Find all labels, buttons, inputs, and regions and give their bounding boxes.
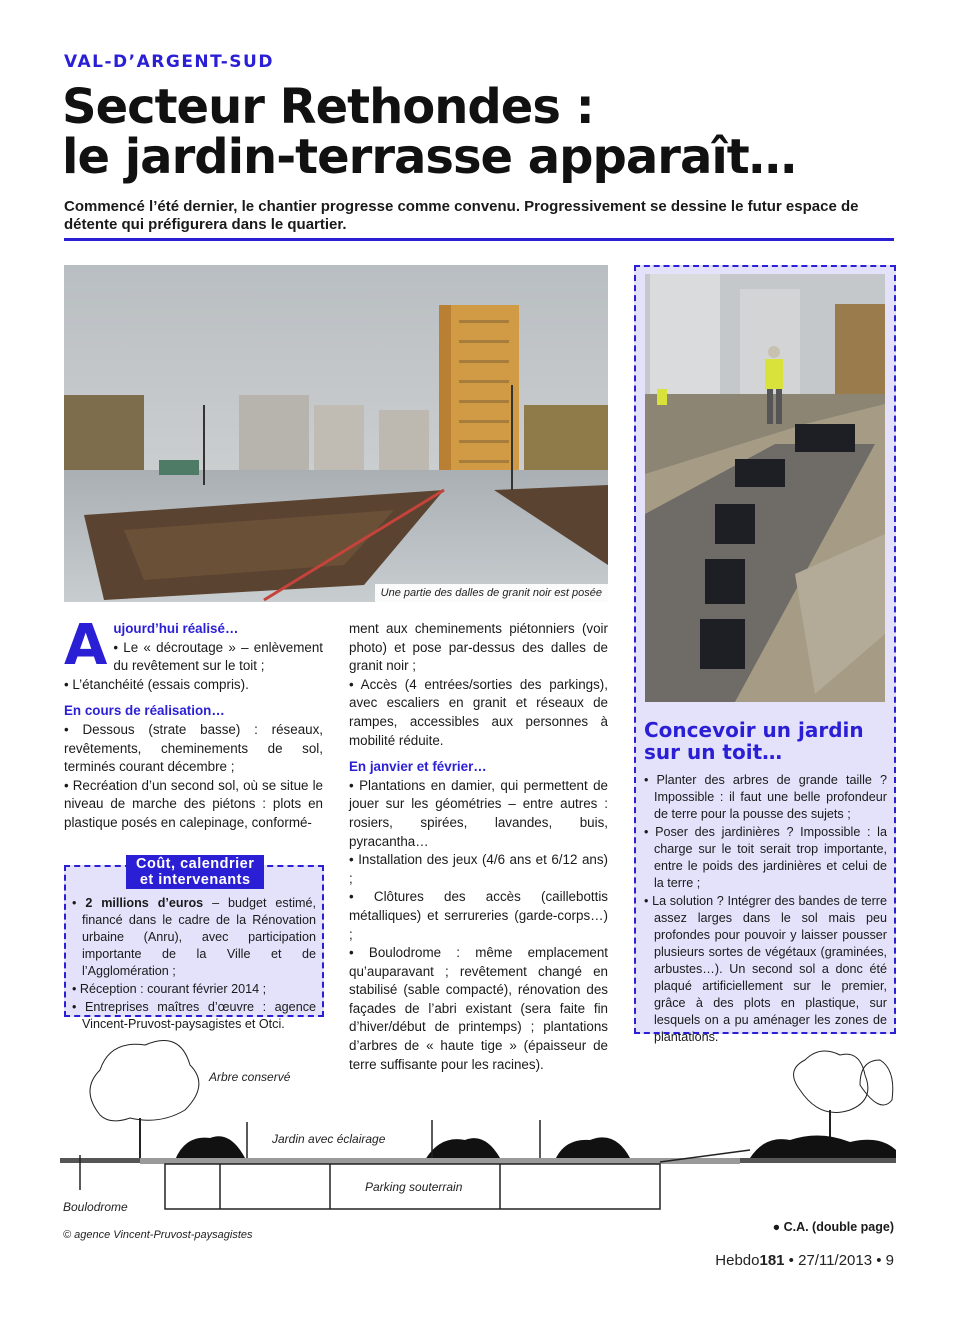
budget-details: – budget estimé, financé dans le cadre de la Rénovation urbaine (Anru), avec participation importante de la Ville et de l’Agglomération ; (82, 896, 316, 978)
paragraph-boulodrome: • Boulodrome : même emplacement qu’auparavant ; revêtement changé en stabilisé (sable compacté), rénovation des façades de l’abri existant (sera faite fin d’hiver/début de printemps) ; plantations d’arbres de « haute tige » (épaisseur de terre suffisante pour les racines). (349, 945, 608, 1072)
page-footer (715, 1252, 894, 1269)
paragraph-clotures: • Clôtures des accès (caillebottis métalliques) et serrureries (garde-corps…) ; (349, 889, 608, 942)
sidebar-item-solution: • La solution ? Intégrer des bandes de terre assez larges dans le sol mais peu profondes pour pouvoir y laisser pousser plusieurs sortes de végétaux (graminées, arbustes…). Un second sol a donc été plaqué artificiellement sur le premier, grâce à des plots en plastique, sur lesquels on a pu aménager les zones de plantations. (644, 894, 887, 1044)
section-kicker: VAL-D’ARGENT-SUD (64, 52, 274, 72)
paragraph-etancheite: • L’étanchéité (essais compris). (64, 676, 249, 692)
cost-box-text (72, 895, 316, 1034)
intro-paragraph (64, 613, 323, 678)
paragraph-acces: • Accès (4 entrées/sorties des parkings), avec escaliers en granit et réseaux de rampes, accessibles aux personnes à mobilité réduite. (349, 676, 608, 748)
label-boulodrome: Boulodrome (63, 1200, 128, 1214)
label-parking: Parking souterrain (365, 1180, 463, 1194)
cross-section-diagram (60, 1030, 896, 1220)
main-photo-caption: Une partie des dalles de granit noir est posée (375, 584, 608, 602)
budget-amount: 2 millions d’euros (85, 896, 204, 910)
sidebar-text (644, 772, 887, 1047)
sidebar-item-trees: • Planter des arbres de grande taille ? Impossible : il faut une belle profondeur de terre pour la pousse des sujets ; (644, 773, 887, 821)
cost-box-title-line-2: et intervenants (139, 872, 251, 888)
publication-name: Hebdo (715, 1252, 760, 1269)
sidebar-title-line-2: sur un toit… (644, 740, 783, 764)
label-garden-lighting: Jardin avec éclairage (272, 1132, 386, 1146)
paragraph-plantations: • Plantations en damier, qui permettent de jouer sur les géométries – entre autres : rosiers, spirées, lavandes, buis, pyracantha… (349, 777, 608, 849)
header-rule (64, 238, 894, 241)
subheading-january-february: En janvier et février… (349, 759, 487, 775)
headline (62, 79, 902, 185)
cross-section-drawing (60, 1030, 896, 1220)
cost-box-title-line-1: Coût, calendrier (136, 856, 255, 872)
paragraph-cheminements: ment aux cheminements piétonniers (voir photo) et pose par-dessus des dalles de granit noir ; (349, 621, 608, 674)
main-photo (64, 265, 608, 602)
sidebar-photo (645, 274, 885, 702)
cost-box-item-reception: • Réception : courant février 2014 ; (72, 982, 267, 996)
standfirst: Commencé l’été dernier, le chantier progresse comme convenu. Progressivement se dessine le futur espace de détente qui préfigurera dans le quartier. (64, 198, 859, 233)
sidebar-photo-illustration (645, 274, 885, 702)
sidebar-title-line-1: Concevoir un jardin (644, 718, 864, 742)
article-column-2 (349, 620, 608, 1074)
article-column-1 (64, 613, 323, 833)
paragraph-dessous: • Dessous (strate basse) : réseaux, revêtements, cheminements de sol, terminés courant décembre ; (64, 721, 323, 775)
sidebar-title (644, 719, 864, 763)
cost-box-title (126, 855, 264, 889)
diagram-credit: © agence Vincent-Pruvost-paysagistes (63, 1229, 253, 1241)
sidebar-item-planters: • Poser des jardinières ? Impossible : la charge sur le toit serait trop importante, entre le poids des jardinières et celui de la terre ; (644, 825, 887, 890)
drop-cap: A (64, 613, 108, 678)
author-signature: ● C.A. (double page) (772, 1220, 894, 1234)
main-photo-illustration (64, 265, 608, 602)
headline-line-1: Secteur Rethondes : (62, 79, 594, 135)
paragraph-second-sol: • Recréation d’un second sol, où se situe le niveau de marche des piétons : plots en plastique posés en calepinage, conformé- (64, 777, 323, 830)
issue-number: 181 (759, 1252, 785, 1269)
cost-box-item-enterprises: • Entreprises maîtres d’œuvre : agence Vincent-Pruvost-paysagistes et Otci. (72, 1000, 316, 1031)
subheading-in-progress: En cours de réalisation… (64, 703, 225, 719)
date-and-page: • 27/11/2013 • 9 (784, 1252, 894, 1269)
label-tree-kept: Arbre conservé (209, 1070, 291, 1084)
headline-line-2: le jardin-terrasse apparaît… (62, 129, 796, 185)
subheading-done: ujourd’hui réalisé… (113, 621, 239, 636)
cost-box-item-budget: • 2 millions d’euros – budget estimé, financé dans le cadre de la Rénovation urbaine (Anru), avec participation importante de la Ville et de l’Agglomération ; (72, 896, 316, 978)
cost-box (64, 856, 324, 1031)
sidebar-box (634, 265, 896, 1044)
paragraph-jeux: • Installation des jeux (4/6 ans et 6/12 ans) ; (349, 852, 608, 886)
paragraph-decroutage: • Le « décroutage » – enlèvement du revêtement sur le toit ; (113, 639, 323, 674)
